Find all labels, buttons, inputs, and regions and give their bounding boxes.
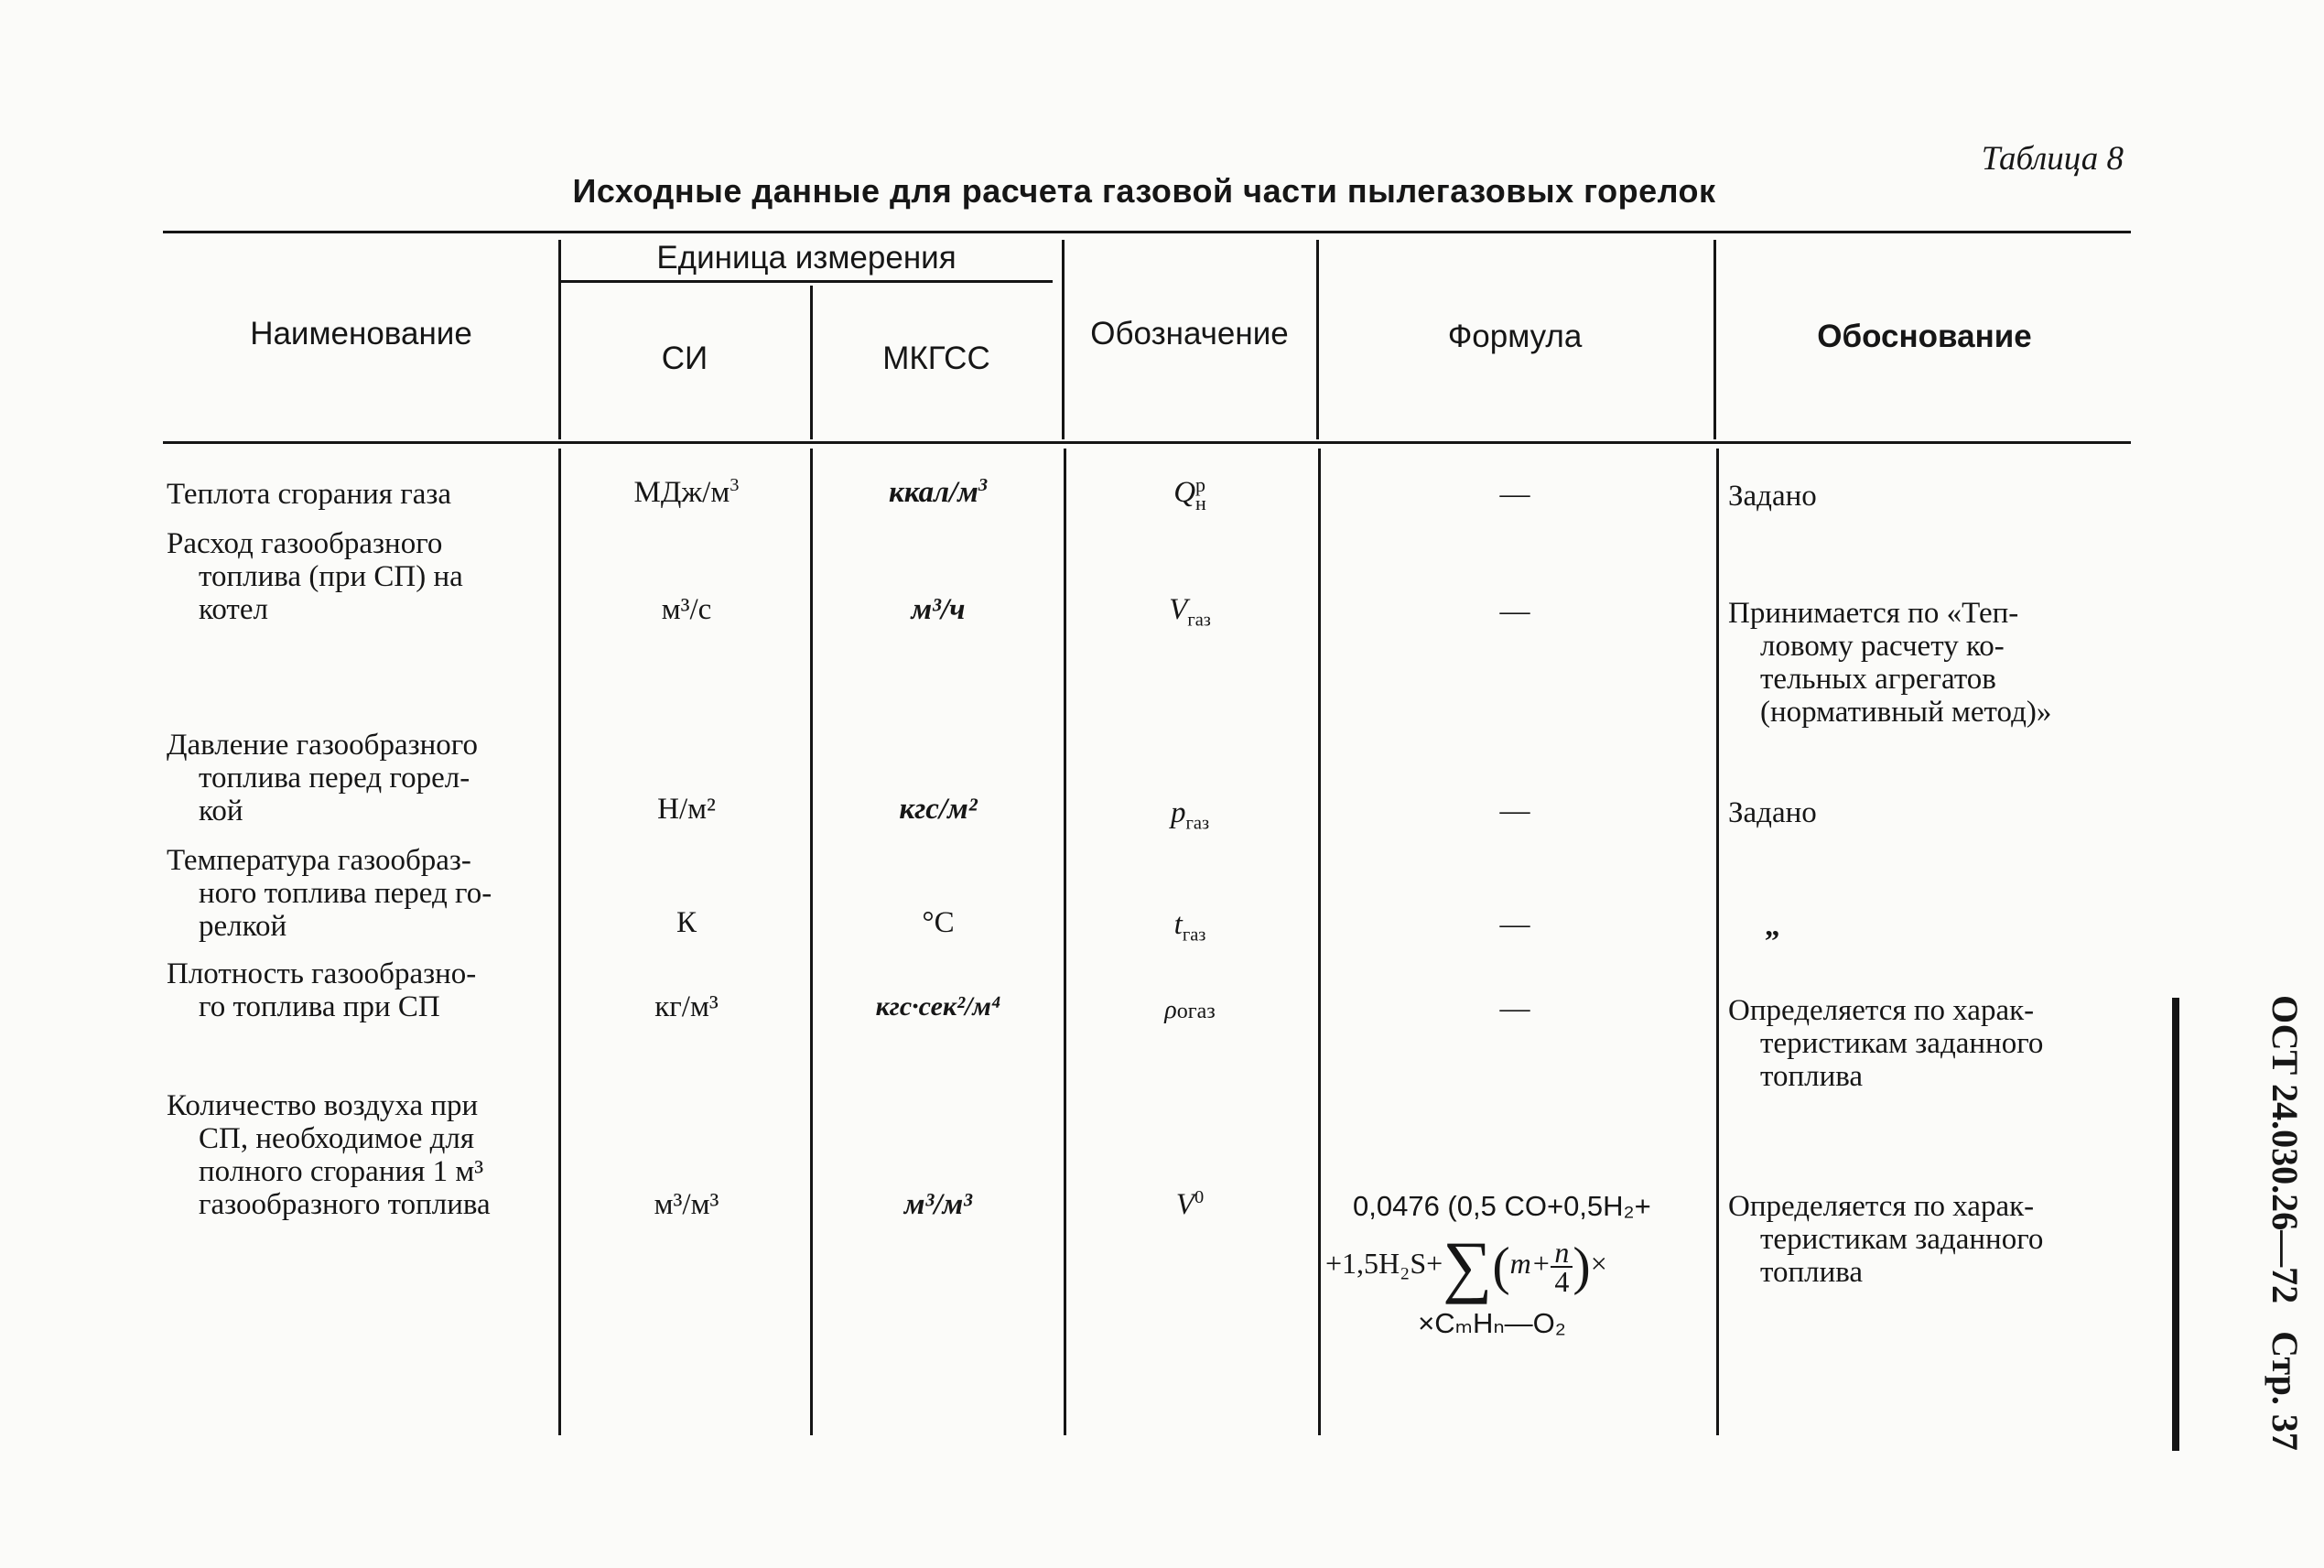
row-6-formula-line-1: 0,0476 (0,5 CO+0,5H₂+ bbox=[1353, 1190, 1651, 1222]
row-5-name-line-2: го топлива при СП bbox=[199, 990, 440, 1023]
row-6-basis-line-2: теристикам заданного bbox=[1760, 1223, 2044, 1256]
row-2-symbol-main: V bbox=[1169, 593, 1188, 626]
row-5-basis bbox=[1728, 994, 2131, 1093]
row-5-symbol bbox=[1066, 994, 1313, 1028]
row-4-basis bbox=[1728, 910, 2167, 943]
row-3-symbol-main: p bbox=[1170, 796, 1186, 829]
row-3-name-line-2: топлива перед горел- bbox=[199, 762, 470, 795]
row-3-si-unit: Н/м² bbox=[657, 793, 716, 826]
row-2-basis-line-4: (нормативный метод)» bbox=[1760, 696, 2052, 729]
row-6-symbol bbox=[1066, 1188, 1313, 1221]
row-1-symbol-sup: р bbox=[1195, 473, 1206, 497]
row-5-name bbox=[167, 957, 556, 1023]
row-2-symbol bbox=[1066, 593, 1313, 631]
row-6-basis bbox=[1728, 1190, 2131, 1289]
units-group-rule bbox=[560, 280, 1053, 283]
row-3-name-line-3: кой bbox=[199, 795, 243, 827]
side-margin-bar bbox=[2172, 998, 2179, 1451]
row-3-symbol-sub: газ bbox=[1185, 813, 1210, 834]
row-5-basis-line-3: топлива bbox=[1760, 1060, 1864, 1093]
row-5-basis-line-2: теристикам заданного bbox=[1760, 1027, 2044, 1060]
table-title: Исходные данные для расчета газовой части пылегазовых горелок bbox=[572, 172, 1716, 210]
header-mkgss: МКГСС bbox=[882, 341, 990, 376]
row-1-si-text: МДж/м bbox=[633, 476, 730, 509]
row-5-mkgss-unit: кгс·сек²/м⁴ bbox=[875, 991, 1001, 1022]
body-divider-1 bbox=[558, 449, 561, 1435]
body-divider-2 bbox=[810, 449, 813, 1435]
row-6-formula-line-2 bbox=[1325, 1227, 1713, 1305]
row-5-si-unit: кг/м³ bbox=[654, 990, 719, 1023]
header-name: Наименование bbox=[250, 316, 472, 351]
row-6-name-line-2: СП, необходимое для bbox=[199, 1122, 475, 1155]
fraction-denominator: 4 bbox=[1554, 1264, 1570, 1298]
row-1-mkgss-text: ккал/м bbox=[888, 476, 978, 509]
row-6-formula-line-3: ×CₘHₙ—O₂ bbox=[1418, 1307, 1566, 1339]
row-5-symbol-sub: огаз bbox=[1176, 1000, 1216, 1023]
row-2-basis-line-3: тельных агрегатов bbox=[1760, 663, 1996, 696]
row-2-symbol-sub: газ bbox=[1187, 610, 1211, 631]
row-6-formula bbox=[1325, 1190, 1713, 1340]
row-3-name bbox=[167, 729, 556, 827]
row-5-basis-line-1: Определяется по харак- bbox=[1728, 994, 2035, 1027]
row-6-formula-line-2-end: × bbox=[1590, 1247, 1607, 1280]
row-2-name-line-2: топлива (при СП) на bbox=[199, 560, 463, 593]
row-3-basis bbox=[1728, 796, 2131, 829]
row-2-name bbox=[167, 527, 556, 626]
row-6-formula-m: m+ bbox=[1509, 1247, 1551, 1280]
row-6-name-line-1: Количество воздуха при bbox=[167, 1089, 479, 1122]
header-basis: Обоснование bbox=[1817, 319, 2032, 354]
row-6-name-line-4: газообразного топлива bbox=[199, 1188, 491, 1221]
row-1-basis bbox=[1728, 480, 2131, 513]
row-1-symbol-main: Q bbox=[1173, 476, 1196, 509]
row-5-name-line-1: Плотность газообразно- bbox=[167, 957, 477, 990]
row-6-basis-line-3: топлива bbox=[1760, 1256, 1864, 1289]
row-4-formula: — bbox=[1499, 908, 1530, 941]
paren-open: ( bbox=[1492, 1236, 1510, 1296]
row-4-symbol bbox=[1066, 908, 1313, 946]
row-6-name-line-3: полного сгорания 1 м³ bbox=[199, 1155, 484, 1188]
row-6-mkgss-unit: м³/м³ bbox=[903, 1188, 973, 1221]
sigma-symbol: ∑ bbox=[1443, 1227, 1493, 1305]
paren-close: ) bbox=[1573, 1236, 1591, 1296]
header-symbol: Обозначение bbox=[1090, 316, 1289, 351]
row-1-mkgss-unit bbox=[815, 476, 1062, 509]
row-2-name-line-3: котел bbox=[199, 593, 268, 626]
row-3-name-line-1: Давление газообразного bbox=[167, 729, 479, 762]
row-2-name-line-1: Расход газообразного bbox=[167, 527, 443, 560]
row-3-basis-line-1: Задано bbox=[1728, 796, 1817, 829]
fraction-numerator: n bbox=[1551, 1238, 1573, 1268]
row-6-si-unit: м³/м³ bbox=[654, 1188, 719, 1221]
row-4-name-line-2: ного топлива перед го- bbox=[199, 877, 492, 910]
body-divider-5 bbox=[1716, 449, 1719, 1435]
fraction-n-over-4 bbox=[1551, 1235, 1573, 1298]
header-formula: Формула bbox=[1447, 319, 1583, 354]
row-2-basis-line-1: Принимается по «Теп- bbox=[1728, 597, 2019, 630]
row-4-symbol-main: t bbox=[1173, 908, 1183, 941]
row-6-symbol-main: V bbox=[1175, 1188, 1194, 1221]
row-3-formula: — bbox=[1499, 795, 1530, 827]
row-2-si-unit: м³/с bbox=[661, 593, 712, 626]
header-units-group: Единица измерения bbox=[656, 240, 957, 276]
row-4-si-unit: К bbox=[676, 906, 697, 939]
row-1-mkgss-sup: 3 bbox=[978, 475, 989, 495]
row-1-symbol bbox=[1066, 473, 1313, 515]
table-top-rule bbox=[163, 231, 2131, 233]
row-4-name bbox=[167, 844, 556, 943]
row-1-name bbox=[167, 478, 556, 511]
row-1-symbol-sub: н bbox=[1195, 492, 1206, 515]
row-6-symbol-sup: 0 bbox=[1194, 1187, 1205, 1207]
row-6-name bbox=[167, 1089, 556, 1221]
table-number-label: Таблица 8 bbox=[1981, 140, 2124, 178]
row-1-si-sup: 3 bbox=[730, 475, 740, 495]
standard-page-reference: ОСТ 24.030.26—72 Стр. 37 bbox=[2265, 995, 2306, 1451]
row-1-basis-line-1: Задано bbox=[1728, 480, 1817, 513]
row-4-basis-ditto: „ bbox=[1765, 910, 1780, 943]
row-2-formula: — bbox=[1499, 595, 1530, 628]
row-4-symbol-sub: газ bbox=[1182, 925, 1206, 946]
row-4-name-line-1: Температура газообраз- bbox=[167, 844, 471, 877]
row-6-basis-line-1: Определяется по харак- bbox=[1728, 1190, 2035, 1223]
row-2-basis bbox=[1728, 597, 2131, 729]
header-si: СИ bbox=[661, 341, 708, 376]
row-5-symbol-main: ρ bbox=[1164, 996, 1177, 1024]
row-4-mkgss-unit: °С bbox=[922, 906, 955, 939]
header-bottom-rule bbox=[163, 441, 2131, 444]
row-4-name-line-3: релкой bbox=[199, 910, 287, 943]
row-2-basis-line-2: ловому расчету ко- bbox=[1760, 630, 2005, 663]
row-3-mkgss-unit: кгс/м² bbox=[899, 793, 978, 826]
row-1-si-unit bbox=[563, 476, 810, 509]
row-6-formula-line-2-start: +1,5H₂S+ bbox=[1325, 1247, 1443, 1280]
row-1-formula: — bbox=[1499, 478, 1530, 511]
row-1-name-line-1: Теплота сгорания газа bbox=[167, 478, 452, 511]
row-3-symbol bbox=[1066, 796, 1313, 834]
row-2-mkgss-unit: м³/ч bbox=[911, 593, 966, 626]
row-5-formula: — bbox=[1499, 992, 1530, 1025]
